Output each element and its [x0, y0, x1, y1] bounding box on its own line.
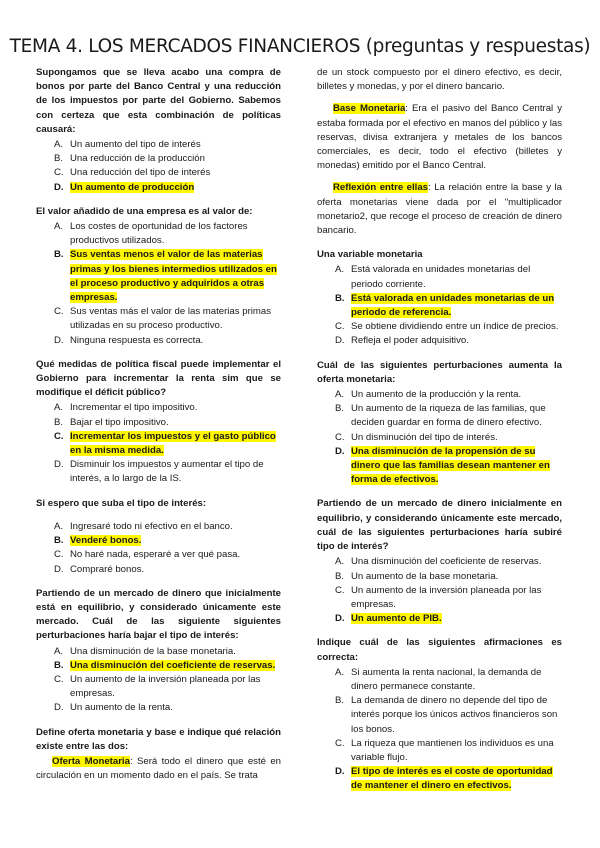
question-text: Una variable monetaria	[317, 249, 423, 261]
correct-option-text: Un aumento de PIB.	[351, 613, 442, 625]
answer-list	[36, 401, 281, 486]
option-letter: A.	[335, 389, 345, 401]
option-letter: D.	[54, 334, 64, 346]
option-letter: A.	[335, 666, 345, 678]
definition-paragraph	[317, 181, 562, 238]
option-letter: C.	[54, 430, 64, 442]
option-letter: C.	[54, 549, 64, 561]
option-text: Ingresaré todo ni efectivo en el banco.	[70, 520, 233, 532]
option-letter: C.	[335, 737, 345, 749]
option-letter: C.	[335, 584, 345, 596]
option-letter: A.	[54, 645, 64, 657]
option-text: Disminuir los impuestos y aumentar el tipo de interés, a lo largo de la IS.	[70, 459, 264, 485]
option-letter: A.	[335, 556, 345, 568]
answer-option	[317, 666, 562, 694]
option-text: Una reducción del tipo de interés	[70, 167, 211, 179]
correct-option-text: El tipo de interés es el coste de oportunidad de mantener el dinero en efectivos.	[351, 766, 553, 792]
answer-option	[36, 673, 281, 701]
question-block	[36, 66, 281, 195]
question-text: Partiendo de un mercado de dinero que inicialmente está en equilibrio, y considerado únicamente este mercado. Cuál de las siguiente siguientes perturbaciones haría bajar el tipo de interés:	[36, 587, 281, 642]
answer-list	[36, 138, 281, 195]
correct-option-text: Sus ventas menos el valor de las materias primas y los bienes intermedios utilizados en el proceso productivo y adquiridos a otras empresas.	[70, 249, 277, 304]
answer-option	[317, 555, 562, 569]
definition-block	[317, 66, 562, 238]
option-letter: C.	[54, 673, 64, 685]
correct-answer-option	[317, 445, 562, 488]
definition-paragraph	[36, 755, 281, 783]
option-text: Se obtiene dividiendo entre un índice de precios.	[351, 321, 559, 333]
correct-answer-option	[36, 534, 281, 548]
option-text: No haré nada, esperaré a ver qué pasa.	[70, 549, 241, 561]
answer-option	[36, 401, 281, 415]
option-letter: A.	[54, 520, 64, 532]
highlighted-term: Oferta Monetaria	[52, 755, 130, 767]
question-text: Qué medidas de política fiscal puede implementar el Gobierno para incrementar la renta sim que se modifique el déficit público?	[36, 358, 281, 399]
answer-option	[317, 737, 562, 765]
option-letter: D.	[335, 335, 345, 347]
highlighted-term: Base Monetaria	[333, 103, 406, 115]
option-letter: D.	[54, 459, 64, 471]
option-letter: D.	[335, 766, 345, 778]
answer-option	[317, 694, 562, 737]
right-column	[317, 66, 562, 804]
option-letter: A.	[54, 221, 64, 233]
answer-option	[36, 548, 281, 562]
correct-option-text: Una disminución del coeficiente de reservas.	[70, 659, 276, 671]
question-text: Partiendo de un mercado de dinero inicialmente en equilibrio, y considerando únicamente este mercado, cuál de las siguientes perturbaciones haría subiré tipo de interés?	[317, 498, 562, 553]
option-text: Un aumento de la renta.	[70, 702, 173, 714]
option-letter: C.	[335, 321, 345, 333]
answer-option	[36, 701, 281, 715]
option-text: Está valorada en unidades monetarias del periodo corriente.	[351, 264, 531, 290]
correct-answer-option	[317, 292, 562, 320]
spacer	[317, 94, 562, 102]
correct-answer-option	[36, 248, 281, 305]
spacer	[36, 512, 281, 520]
continuation-text: de un stock compuesto por el dinero efectivo, es decir, billetes y monedas, y por el dinero bancario.	[317, 67, 562, 93]
answer-option	[36, 520, 281, 534]
definition-text: : Será todo el dinero que esté en circulación en un momento dado en el país. Se trata	[36, 755, 281, 782]
question-text: Indique cuál de las siguientes afirmaciones es correcta:	[317, 637, 562, 663]
option-letter: A.	[54, 139, 64, 151]
option-text: Compraré bonos.	[70, 563, 145, 575]
answer-list	[317, 555, 562, 626]
option-letter: C.	[335, 431, 345, 443]
highlighted-term: Reflexión entre ellas	[333, 182, 429, 194]
answer-list	[36, 520, 281, 577]
question-text: Define oferta monetaria y base e indique qué relación existe entre las dos:	[36, 726, 281, 752]
correct-option-text: Venderé bonos.	[70, 535, 142, 547]
option-text: Un aumento de la inversión planeada por las empresas.	[70, 673, 261, 700]
answer-option	[36, 645, 281, 659]
question-text: Si espero que suba el tipo de interés:	[36, 497, 207, 509]
answer-list	[317, 263, 562, 348]
page-title: TEMA 4. LOS MERCADOS FINANCIEROS (preguntas y respuestas)	[9, 36, 591, 57]
option-text: Ninguna respuesta es correcta.	[70, 334, 204, 346]
correct-answer-option	[36, 181, 281, 195]
option-letter: D.	[335, 445, 345, 457]
question-text: Cuál de las siguientes perturbaciones aumenta la oferta monetaria:	[317, 359, 562, 385]
option-text: Un disminución del tipo de interés.	[351, 431, 498, 443]
answer-list	[317, 666, 562, 794]
option-text: Sus ventas más el valor de las materias primas utilizadas en su proceso productivo.	[70, 306, 272, 332]
question-block	[317, 359, 562, 488]
correct-answer-option	[36, 659, 281, 673]
answer-list	[317, 388, 562, 487]
definition-paragraph	[317, 102, 562, 173]
answer-option	[317, 570, 562, 584]
answer-option	[36, 166, 281, 180]
option-letter: D.	[335, 613, 345, 625]
answer-option	[36, 152, 281, 166]
question-text: Supongamos que se lleva acabo una compra de bonos por parte del Banco Central y una reducción de los impuestos por parte del Gobierno. Sabemos con certeza que esta combinación de políticas causará:	[36, 67, 281, 135]
answer-option	[36, 305, 281, 333]
question-block	[317, 497, 562, 626]
option-text: Un aumento de la base monetaria.	[351, 570, 499, 582]
answer-option	[36, 334, 281, 348]
option-text: Una disminución del coeficiente de reservas.	[351, 556, 542, 568]
option-text: Bajar el tipo impositivo.	[70, 416, 169, 428]
correct-answer-option	[36, 430, 281, 458]
answer-option	[36, 458, 281, 486]
option-text: Un aumento del tipo de interés	[70, 139, 201, 151]
option-letter: D.	[54, 181, 64, 193]
answer-option	[317, 388, 562, 402]
question-block	[36, 587, 281, 716]
option-text: Un aumento de la inversión planeada por las empresas.	[351, 584, 542, 610]
option-text: Incrementar el tipo impositivo.	[70, 402, 198, 414]
answer-option	[36, 220, 281, 248]
answer-option	[317, 334, 562, 348]
answer-option	[317, 402, 562, 430]
answer-option	[317, 320, 562, 334]
question-block	[36, 205, 281, 348]
answer-option	[36, 416, 281, 430]
answer-option	[36, 563, 281, 577]
option-letter: C.	[54, 306, 64, 318]
correct-answer-option	[317, 612, 562, 626]
spacer	[317, 173, 562, 181]
option-text: Una reducción de la producción	[70, 153, 205, 165]
option-letter: B.	[54, 659, 64, 671]
option-text: La demanda de dinero no depende del tipo de interés porque los únicos activos financieros son los bonos.	[351, 695, 558, 735]
answer-option	[317, 584, 562, 612]
question-block	[36, 726, 281, 784]
option-letter: D.	[54, 702, 64, 714]
answer-option	[317, 263, 562, 291]
option-letter: B.	[54, 416, 64, 428]
correct-option-text: Está valorada en unidades monetarias de un periodo de referencia.	[351, 292, 555, 319]
correct-option-text: Un aumento de producción	[70, 181, 195, 193]
option-letter: B.	[54, 535, 64, 547]
option-letter: B.	[335, 570, 345, 582]
option-text: Si aumenta la renta nacional, la demanda de dinero permanece constante.	[351, 666, 542, 692]
question-block	[317, 636, 562, 793]
option-letter: B.	[54, 153, 64, 165]
answer-list	[36, 220, 281, 348]
option-letter: B.	[335, 292, 345, 304]
correct-option-text: Una disminución de la propensión de su dinero que las familias desean mantener en forma de efectivos.	[351, 445, 550, 486]
correct-answer-option	[317, 765, 562, 793]
definition-text: : La relación entre la base y la oferta monetarias viene dada por el "multiplicador monetario2, que recoge el proceso de creación de dinero bancario.	[317, 182, 563, 237]
option-text: Un aumento de la riqueza de las familias, que deciden guardar en forma de dinero efectivo.	[351, 403, 546, 429]
question-text: El valor añadido de una empresa es al valor de:	[36, 205, 253, 217]
option-letter: B.	[54, 249, 64, 261]
answer-list	[36, 645, 281, 716]
option-text: La riqueza que mantienen los individuos es una variable flujo.	[351, 737, 554, 763]
option-letter: D.	[54, 563, 64, 575]
question-block	[317, 248, 562, 348]
correct-option-text: Incrementar los impuestos y el gasto público en la misma medida.	[70, 430, 276, 457]
answer-option	[36, 138, 281, 152]
option-text: Un aumento de la producción y la renta.	[351, 389, 522, 401]
answer-option	[317, 431, 562, 445]
option-text: Una disminución de la base monetaria.	[70, 645, 236, 657]
option-letter: C.	[54, 167, 64, 179]
option-letter: A.	[54, 402, 64, 414]
option-letter: B.	[335, 403, 345, 415]
definition-text: : Era el pasivo del Banco Central y estaba formada por el efectivo en manos del público y las reservas, divisa extranjera y metales de los bancos comerciales, es decir, todo el efectivo (billetes y monedas) emitido por el Banco Central.	[317, 103, 562, 172]
question-block	[36, 497, 281, 577]
left-column	[36, 66, 281, 793]
option-letter: A.	[335, 264, 345, 276]
option-text: Refleja el poder adquisitivo.	[351, 335, 469, 347]
option-text: Los costes de oportunidad de los factores productivos utilizados.	[70, 221, 248, 247]
question-block	[36, 358, 281, 487]
option-letter: B.	[335, 695, 345, 707]
